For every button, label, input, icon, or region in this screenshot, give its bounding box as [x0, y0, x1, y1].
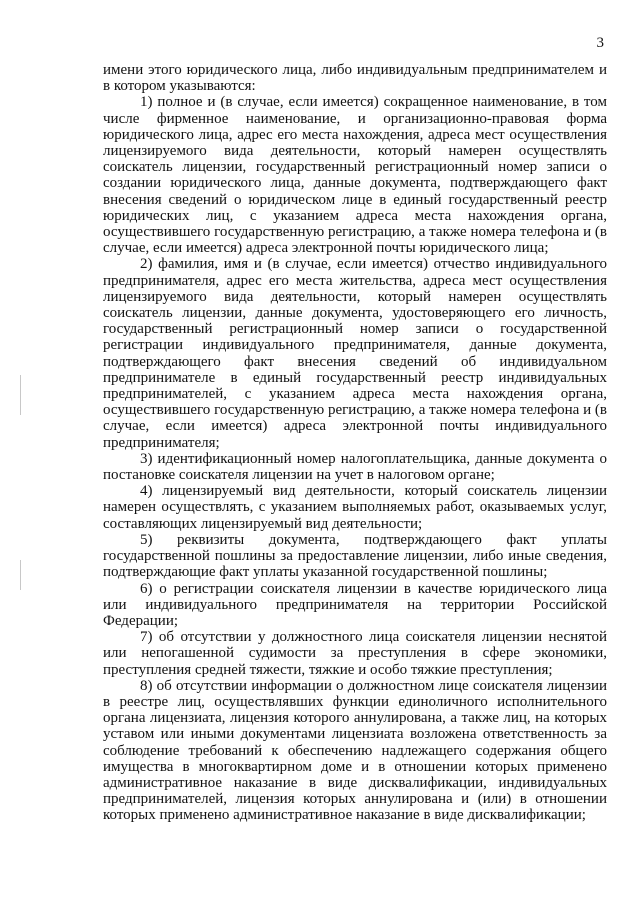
scan-margin-mark	[20, 560, 21, 590]
list-item-7: 7) об отсутствии у должностного лица соискателя лицензии неснятой или непогашенной судимости за преступления в сфере экономики, преступления средней тяжести, тяжкие и особо тяжкие преступления;	[103, 629, 607, 678]
page-number: 3	[596, 35, 604, 51]
list-item-5: 5) реквизиты документа, подтверждающего факт уплаты государственной пошлины за предоставление лицензии, либо иные сведения, подтверждающие факт уплаты указанной государственной пошлины;	[103, 531, 607, 581]
scan-margin-mark	[20, 375, 21, 415]
list-item-3: 3) идентификационный номер налогоплательщика, данные документа о постановке соискателя лицензии на учет в налоговом органе;	[103, 450, 607, 484]
intro-paragraph: имени этого юридического лица, либо индивидуальным предпринимателем и в котором указываются:	[103, 62, 607, 95]
list-item-2: 2) фамилия, имя и (в случае, если имеется) отчество индивидуального предпринимателя, адрес его места жительства, адреса мест осуществления лицензируемого вида деятельности, который намерен осуществлять соискатель лицензии, данные документа, удостоверяющего его личность, государственный регистрационный номер записи о государственной регистрации индивидуального предпринимателя, данные документа, подтверждающего факт внесения сведений об индивидуальном предпринимателе в единый государственный реестр индивидуальных предпринимателей, с указанием адреса места нахождения органа, осуществившего государственную регистрацию, а также номера телефона и (в случае, если имеется) адреса электронной почты индивидуального предпринимателя;	[103, 256, 607, 451]
list-item-8: 8) об отсутствии информации о должностном лице соискателя лицензии в реестре лиц, осуществлявших функции единоличного исполнительного органа лицензиата, лицензия которого аннулирована, а также лиц, на которых уставом или иными документами лицензиата возложена ответственность за соблюдение требований к обеспечению надлежащего содержания общего имущества в многоквартирном доме и в отношении которых применено административное наказание в виде дисквалификации, индивидуальных предпринимателей, лицензия которых аннулирована и (или) в отношении которых применено административное наказание в виде дисквалификации;	[103, 677, 607, 824]
document-body	[103, 62, 607, 824]
list-item-4: 4) лицензируемый вид деятельности, который соискатель лицензии намерен осуществлять, с указанием выполняемых работ, оказываемых услуг, составляющих лицензируемый вид деятельности;	[103, 483, 607, 532]
list-item-6: 6) о регистрации соискателя лицензии в качестве юридического лица или индивидуального предпринимателя на территории Российской Федерации;	[103, 580, 607, 629]
list-item-1: 1) полное и (в случае, если имеется) сокращенное наименование, в том числе фирменное наименование, и организационно-правовая форма юридического лица, адрес его места нахождения, адреса мест осуществления лицензируемого вида деятельности, который намерен осуществлять соискатель лицензии, государственный регистрационный номер записи о создании юридического лица, данные документа, подтверждающего факт внесения сведений о юридическом лице в единый государственный реестр юридических лиц, с указанием адреса места нахождения органа, осуществившего государственную регистрацию, а также номера телефона и (в случае, если имеется) адреса электронной почты юридического лица;	[103, 94, 607, 257]
